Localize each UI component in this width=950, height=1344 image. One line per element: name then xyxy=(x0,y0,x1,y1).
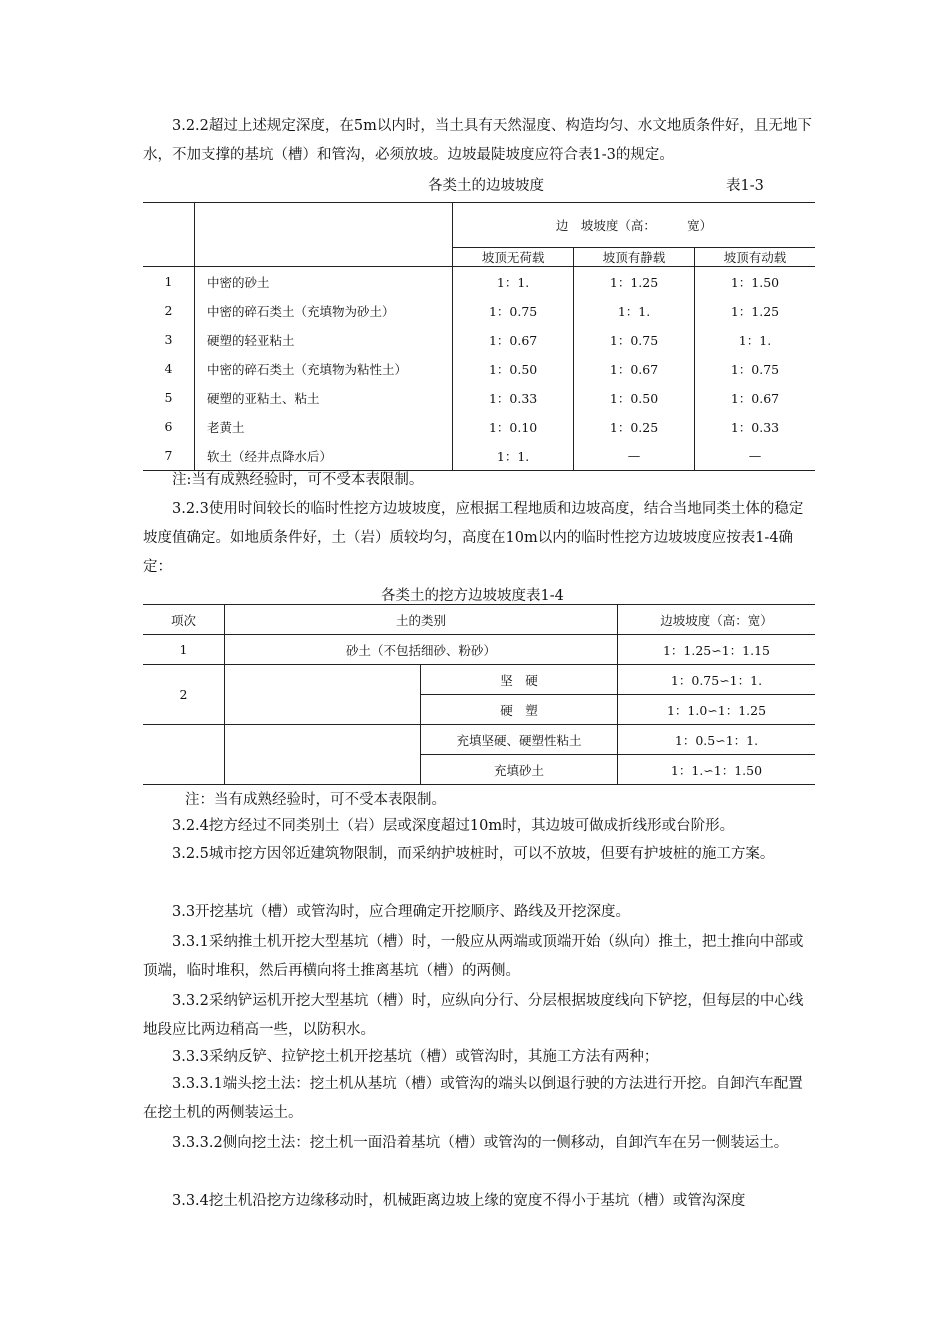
table-row xyxy=(143,725,815,755)
slope-value: 1：1.∽1：1.50 xyxy=(618,755,816,785)
paragraph-3-3-2: 3.3.2采纳铲运机开挖大型基坑（槽）时，应纵向分行、分层根据坡度线向下铲挖，但每层的中心线地段应比两边稍高一些，以防积水。 xyxy=(143,993,804,1038)
table-row xyxy=(143,383,815,412)
slope-group-header: 边 坡坡度（高： 宽） xyxy=(453,203,815,248)
soil-type: 硬塑的轻亚粘土 xyxy=(195,325,453,354)
table-1-3-note: 注:当有成熟经验时，可不受本表限制。 xyxy=(172,472,424,488)
row-number: 5 xyxy=(143,383,195,412)
soil-type-blank xyxy=(225,725,421,785)
soil-subtype: 充填砂土 xyxy=(421,755,618,785)
header-blank-name xyxy=(195,203,453,267)
paragraph-3-2-2: 3.2.2超过上述规定深度，在5m以内时，当土具有天然湿度、构造均匀、水文地质条件好，且无地下水，不加支撑的基坑（槽）和管沟，必须放坡。边坡最陡坡度应符合表1-3的规定。 xyxy=(143,118,812,163)
table-row xyxy=(143,325,815,354)
slope-no-load: 1：0.50 xyxy=(453,354,574,383)
table-row xyxy=(143,267,815,297)
column-header-no-load: 坡顶无荷载 xyxy=(453,248,574,267)
row-number: 1 xyxy=(143,267,195,297)
soil-type: 中密的碎石类土（充填物为粘性土） xyxy=(195,354,453,383)
slope-static-load: 1：0.67 xyxy=(574,354,695,383)
slope-dynamic-load: 1：1. xyxy=(738,332,772,348)
paragraph-3-2-5: 3.2.5城市挖方因邻近建筑物限制，而采纳护坡桩时，可以不放坡，但要有护坡桩的施工方案。 xyxy=(172,846,775,862)
column-header-static-load: 坡顶有静载 xyxy=(574,248,695,267)
slope-no-load: 1：1. xyxy=(453,267,574,297)
slope-dynamic-load: 1：1.50 xyxy=(730,274,780,290)
column-header-item: 项次 xyxy=(143,605,225,635)
slope-dynamic-load: 1：0.67 xyxy=(730,390,780,406)
column-header-dynamic-load: 坡顶有动载 xyxy=(695,248,816,267)
slope-value: 1：0.5∽1：1. xyxy=(618,725,816,755)
table-row xyxy=(143,296,815,325)
slope-dynamic-load: 1：0.33 xyxy=(730,419,780,435)
slope-value: 1：0.75∽1：1. xyxy=(618,665,816,695)
slope-no-load: 1：0.67 xyxy=(453,325,574,354)
soil-type: 中密的碎石类土（充填物为砂土） xyxy=(195,296,453,325)
soil-type-blank xyxy=(225,665,421,725)
table-1-4-title: 各类土的挖方边坡坡度表1-4 xyxy=(381,588,564,604)
table-1-4 xyxy=(143,604,815,785)
table-row xyxy=(143,665,815,695)
table-row xyxy=(143,412,815,441)
slope-static-load: 1：0.75 xyxy=(574,325,695,354)
table-row xyxy=(143,354,815,383)
paragraph-3-3-3-1: 3.3.3.1端头挖土法：挖土机从基坑（槽）或管沟的端头以倒退行驶的方法进行开挖。自卸汽车配置在挖土机的两侧装运土。 xyxy=(143,1076,803,1121)
row-number: 6 xyxy=(143,412,195,441)
slope-no-load: 1：0.10 xyxy=(453,412,574,441)
slope-dynamic-load: — xyxy=(748,448,762,463)
soil-type: 砂土（不包括细砂、粉砂） xyxy=(225,635,618,665)
slope-static-load: 1：1. xyxy=(574,296,695,325)
slope-static-load: — xyxy=(574,441,695,471)
slope-static-load: 1：0.25 xyxy=(574,412,695,441)
paragraph-3-3-3-2: 3.3.3.2侧向挖土法：挖土机一面沿着基坑（槽）或管沟的一侧移动，自卸汽车在另一侧装运土。 xyxy=(172,1135,789,1151)
paragraph-3-3-3: 3.3.3采纳反铲、拉铲挖土机开挖基坑（槽）或管沟时，其施工方法有两种； xyxy=(172,1049,659,1065)
column-header-slope: 边坡坡度（高：宽） xyxy=(618,605,816,635)
paragraph-3-3: 3.3开挖基坑（槽）或管沟时，应合理确定开挖顺序、路线及开挖深度。 xyxy=(172,904,631,920)
slope-value: 1：1.0∽1：1.25 xyxy=(618,695,816,725)
item-number-blank xyxy=(143,725,225,785)
paragraph-3-3-1: 3.3.1采纳推土机开挖大型基坑（槽）时，一般应从两端或顶端开始（纵向）推土，把土推向中部或顶端，临时堆积，然后再横向将土推离基坑（槽）的两侧。 xyxy=(143,934,804,979)
row-number: 4 xyxy=(143,354,195,383)
column-header-soil-type: 土的类别 xyxy=(225,605,618,635)
item-number: 2 xyxy=(143,665,225,725)
table-row xyxy=(143,635,815,665)
item-number: 1 xyxy=(143,635,225,665)
slope-dynamic-load: 1：1.25 xyxy=(730,303,780,319)
soil-subtype: 坚 硬 xyxy=(421,665,618,695)
slope-dynamic-load: 1：0.75 xyxy=(730,361,780,377)
slope-no-load: 1：0.33 xyxy=(453,383,574,412)
slope-static-load: 1：1.25 xyxy=(574,267,695,297)
soil-type: 中密的砂土 xyxy=(195,267,453,297)
paragraph-3-2-3: 3.2.3使用时间较长的临时性挖方边坡坡度，应根据工程地质和边坡高度，结合当地同类土体的稳定坡度值确定。如地质条件好，土（岩）质较均匀，高度在10m以内的临时性挖方边坡坡度应按表1-4确定： xyxy=(143,501,804,575)
table-1-3-number: 表1-3 xyxy=(726,178,764,194)
slope-no-load: 1：1. xyxy=(453,441,574,471)
table-1-4-note: 注：当有成熟经验时，可不受本表限制。 xyxy=(185,792,446,808)
table-1-3 xyxy=(143,202,815,471)
row-number: 2 xyxy=(143,296,195,325)
soil-subtype: 硬 塑 xyxy=(421,695,618,725)
soil-type: 硬塑的亚粘土、粘土 xyxy=(195,383,453,412)
row-number: 3 xyxy=(143,325,195,354)
paragraph-3-2-4: 3.2.4挖方经过不同类别土（岩）层或深度超过10m时，其边坡可做成折线形或台阶形。 xyxy=(172,818,735,834)
row-number: 7 xyxy=(143,441,195,471)
soil-type: 老黄土 xyxy=(195,412,453,441)
header-blank-no xyxy=(143,203,195,267)
slope-static-load: 1：0.50 xyxy=(574,383,695,412)
soil-subtype: 充填坚硬、硬塑性粘土 xyxy=(421,725,618,755)
soil-type: 软土（经井点降水后） xyxy=(195,441,453,471)
slope-value: 1：1.25∽1：1.15 xyxy=(618,635,816,665)
slope-no-load: 1：0.75 xyxy=(453,296,574,325)
paragraph-3-3-4: 3.3.4挖土机沿挖方边缘移动时，机械距离边坡上缘的宽度不得小于基坑（槽）或管沟深度 xyxy=(172,1193,746,1209)
table-1-3-title: 各类土的边坡坡度 xyxy=(428,178,544,194)
